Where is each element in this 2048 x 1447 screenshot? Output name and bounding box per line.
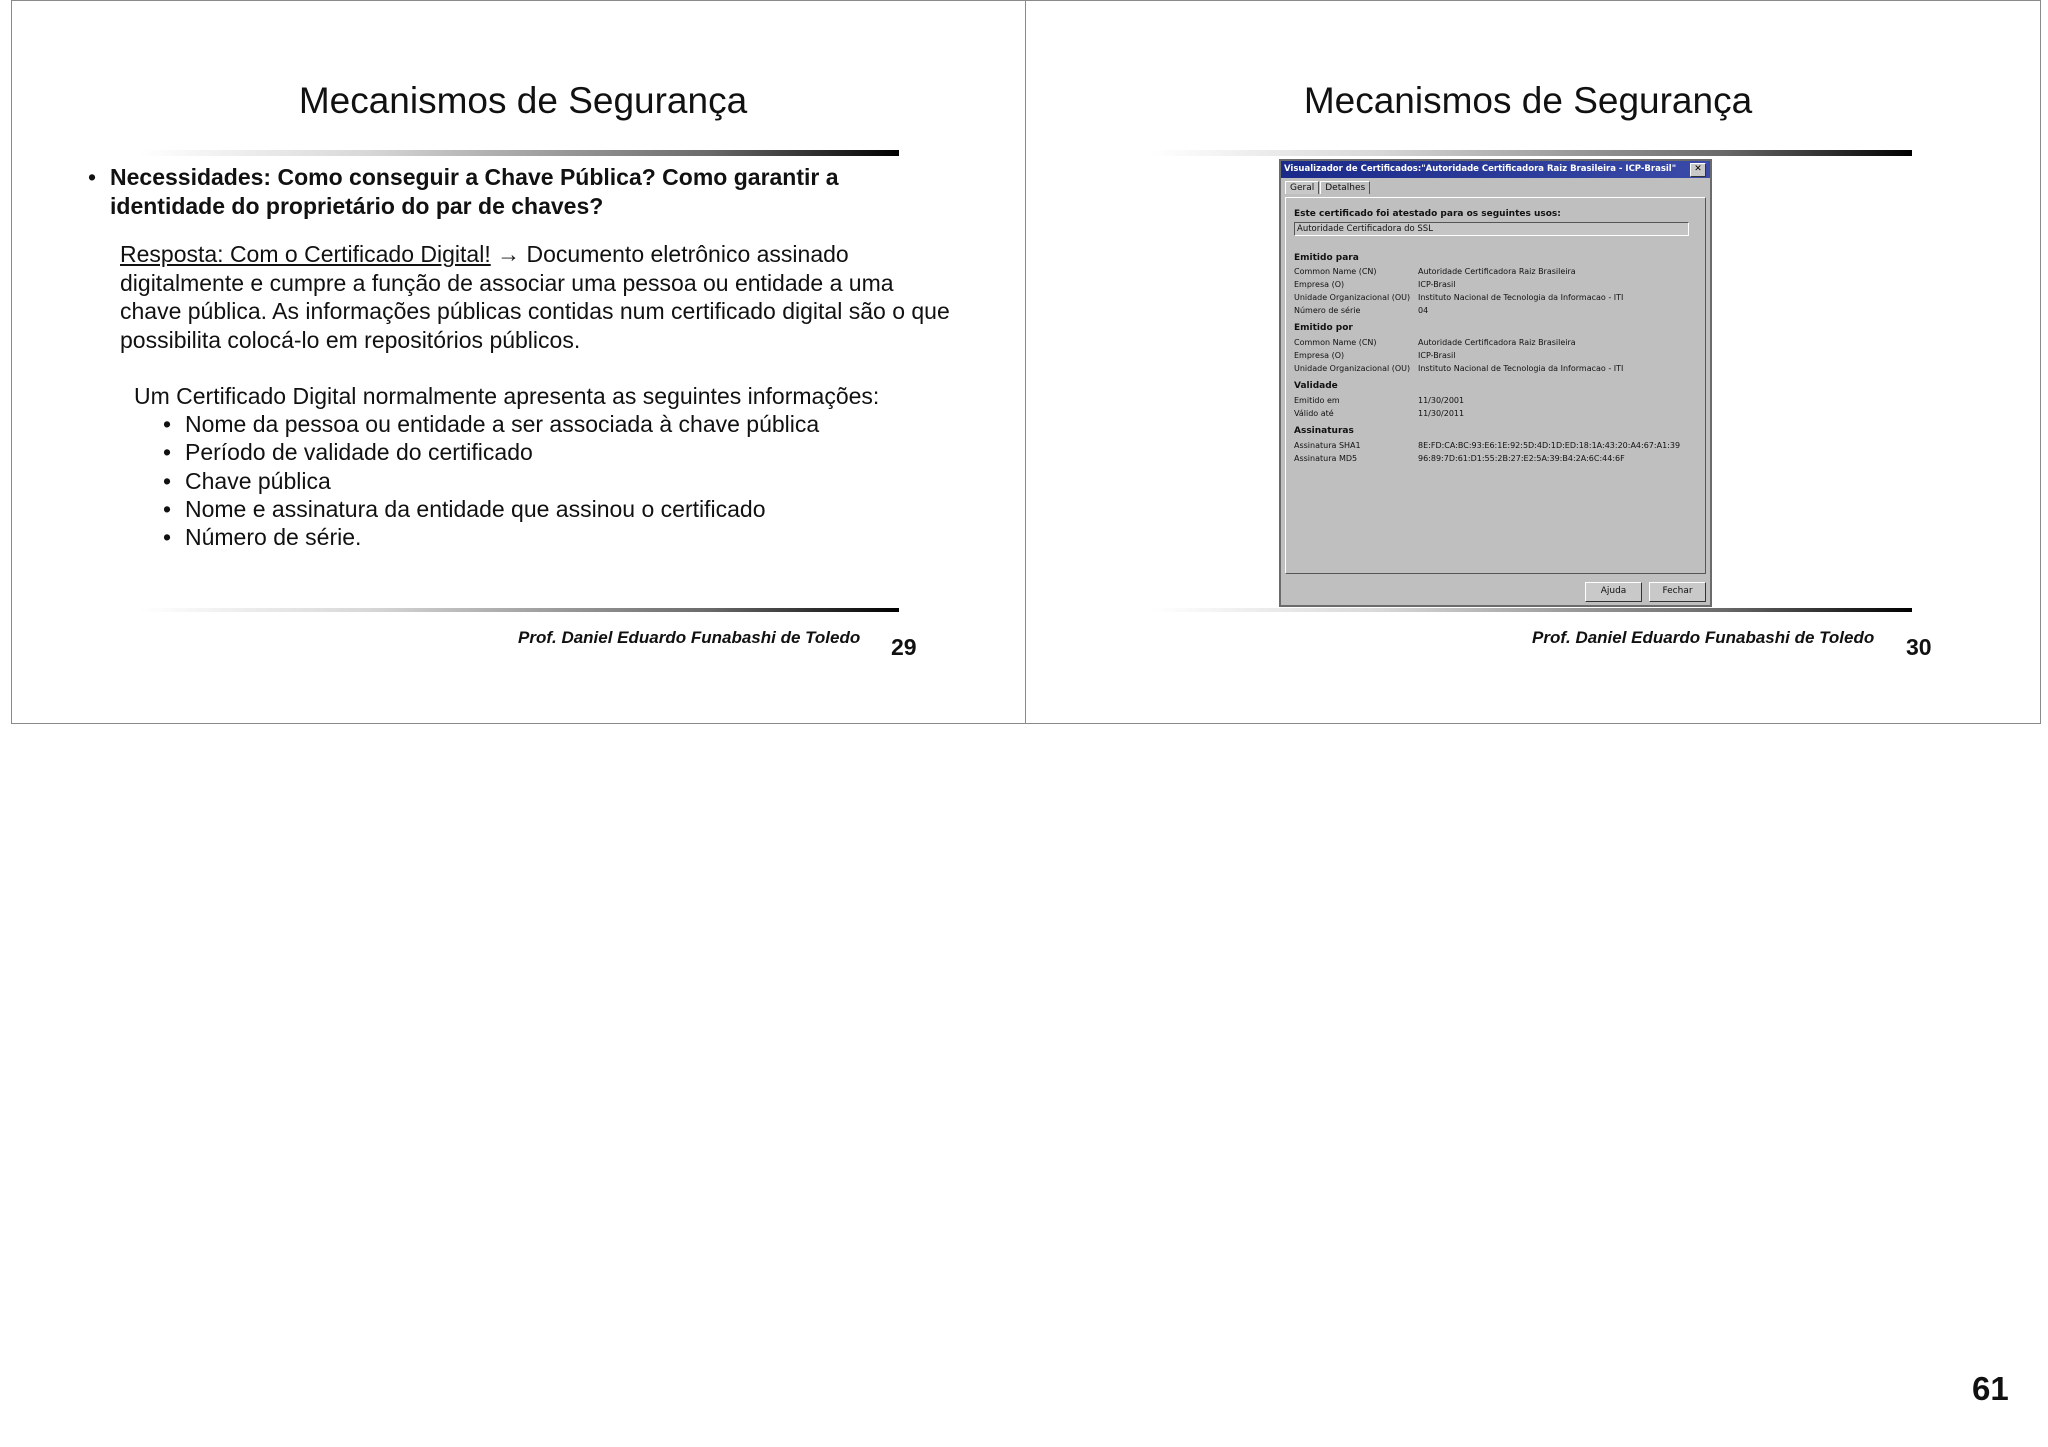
bullet-dot: •: [88, 164, 97, 190]
answer-underlined: Resposta: Com o Certificado Digital!: [120, 241, 491, 267]
close-icon[interactable]: ✕: [1690, 163, 1706, 177]
slide-29: [11, 0, 1025, 724]
tab-detalhes[interactable]: Detalhes: [1320, 181, 1370, 194]
validity-header: Validade: [1294, 381, 1338, 391]
footer-author: Prof. Daniel Eduardo Funabashi de Toledo: [518, 628, 861, 647]
answer-paragraph: [120, 240, 950, 354]
list-item: • Nome e assinatura da entidade que assinou o certificado: [163, 495, 819, 523]
signatures-header: Assinaturas: [1294, 426, 1354, 436]
certificate-viewer-window: Visualizador de Certificados:"Autoridade Certificadora Raiz Brasileira - ICP-Brasil" ✕ Geral Detalhes Este certificado foi atestado para os seguintes usos: Autoridade Certificadora do SSL Emitido para Common Name (CN) Autoridade Certificadora Raiz Brasileira Empresa (O) ICP-Brasil Unidade Organizacional (OU) Instituto Nacional de Tecnologia da Informacao - ITI Número de série 04 Emitido por Common Name (CN) Autoridade Certificadora Raiz Brasileira Empresa (O) ICP-Brasil Unidade Organizacional (OU) Instituto Nacional de Tecnologia da Informacao - ITI Validade Emitido em 11/30/2001 Válido até 11/30/2011 Assinaturas Assinatura SHA1 8E:FD:CA:BC:93:E6:1E:92:5D:4D:1D:ED:18:1A:43:20:A4:67:A1:39 Assinatura MD5 96:89:7D:61:D1:55:2B:27:E2:5A:39:B4:2A:6C:44:6F Ajuda Fechar: [1279, 159, 1712, 607]
bullet-necessidades: [88, 163, 910, 221]
window-title: Visualizador de Certificados:"Autoridade Certificadora Raiz Brasileira - ICP-Brasil": [1284, 164, 1677, 174]
tab-geral[interactable]: Geral: [1285, 181, 1319, 194]
window-titlebar: [1281, 161, 1710, 178]
slide-page-number: 30: [1906, 634, 1932, 660]
close-button[interactable]: Fechar: [1649, 582, 1706, 602]
slide-title: Mecanismos de Segurança: [1303, 80, 1753, 121]
footer-rule: [139, 608, 899, 612]
slide-page-number: 29: [891, 634, 917, 660]
arrow-icon: →: [497, 241, 521, 267]
answer-text: Documento eletrônico assinado digitalmente e cumpre a função de associar uma pessoa ou entidade a uma chave pública. As informações públicas contidas num certificado digital são o que possibilita colocá-lo em repositórios públicos.: [120, 241, 950, 353]
title-rule: [1152, 150, 1912, 156]
list-item: • Período de validade do certificado: [163, 438, 819, 466]
bullet-text: Necessidades: Como conseguir a Chave Pública? Como garantir a identidade do proprietário do par de chaves?: [110, 164, 839, 219]
issued-to-header: Emitido para: [1294, 253, 1359, 263]
slide-title: Mecanismos de Segurança: [298, 80, 748, 121]
issued-by-header: Emitido por: [1294, 323, 1353, 333]
sheet-page-number: 61: [1972, 1370, 2009, 1407]
help-button[interactable]: Ajuda: [1585, 582, 1642, 602]
usage-field: Autoridade Certificadora do SSL: [1294, 222, 1689, 236]
footer-author: Prof. Daniel Eduardo Funabashi de Toledo: [1532, 628, 1875, 647]
title-rule: [139, 150, 899, 156]
list-item: • Chave pública: [163, 467, 819, 495]
list-item: • Nome da pessoa ou entidade a ser associada à chave pública: [163, 410, 819, 438]
usage-label: Este certificado foi atestado para os seguintes usos:: [1294, 209, 1561, 219]
list-intro: Um Certificado Digital normalmente apresenta as seguintes informações:: [134, 383, 880, 409]
tab-bar: [1285, 181, 1371, 197]
list-item: • Número de série.: [163, 523, 819, 551]
info-list: [163, 410, 819, 551]
footer-rule: [1152, 608, 1912, 612]
